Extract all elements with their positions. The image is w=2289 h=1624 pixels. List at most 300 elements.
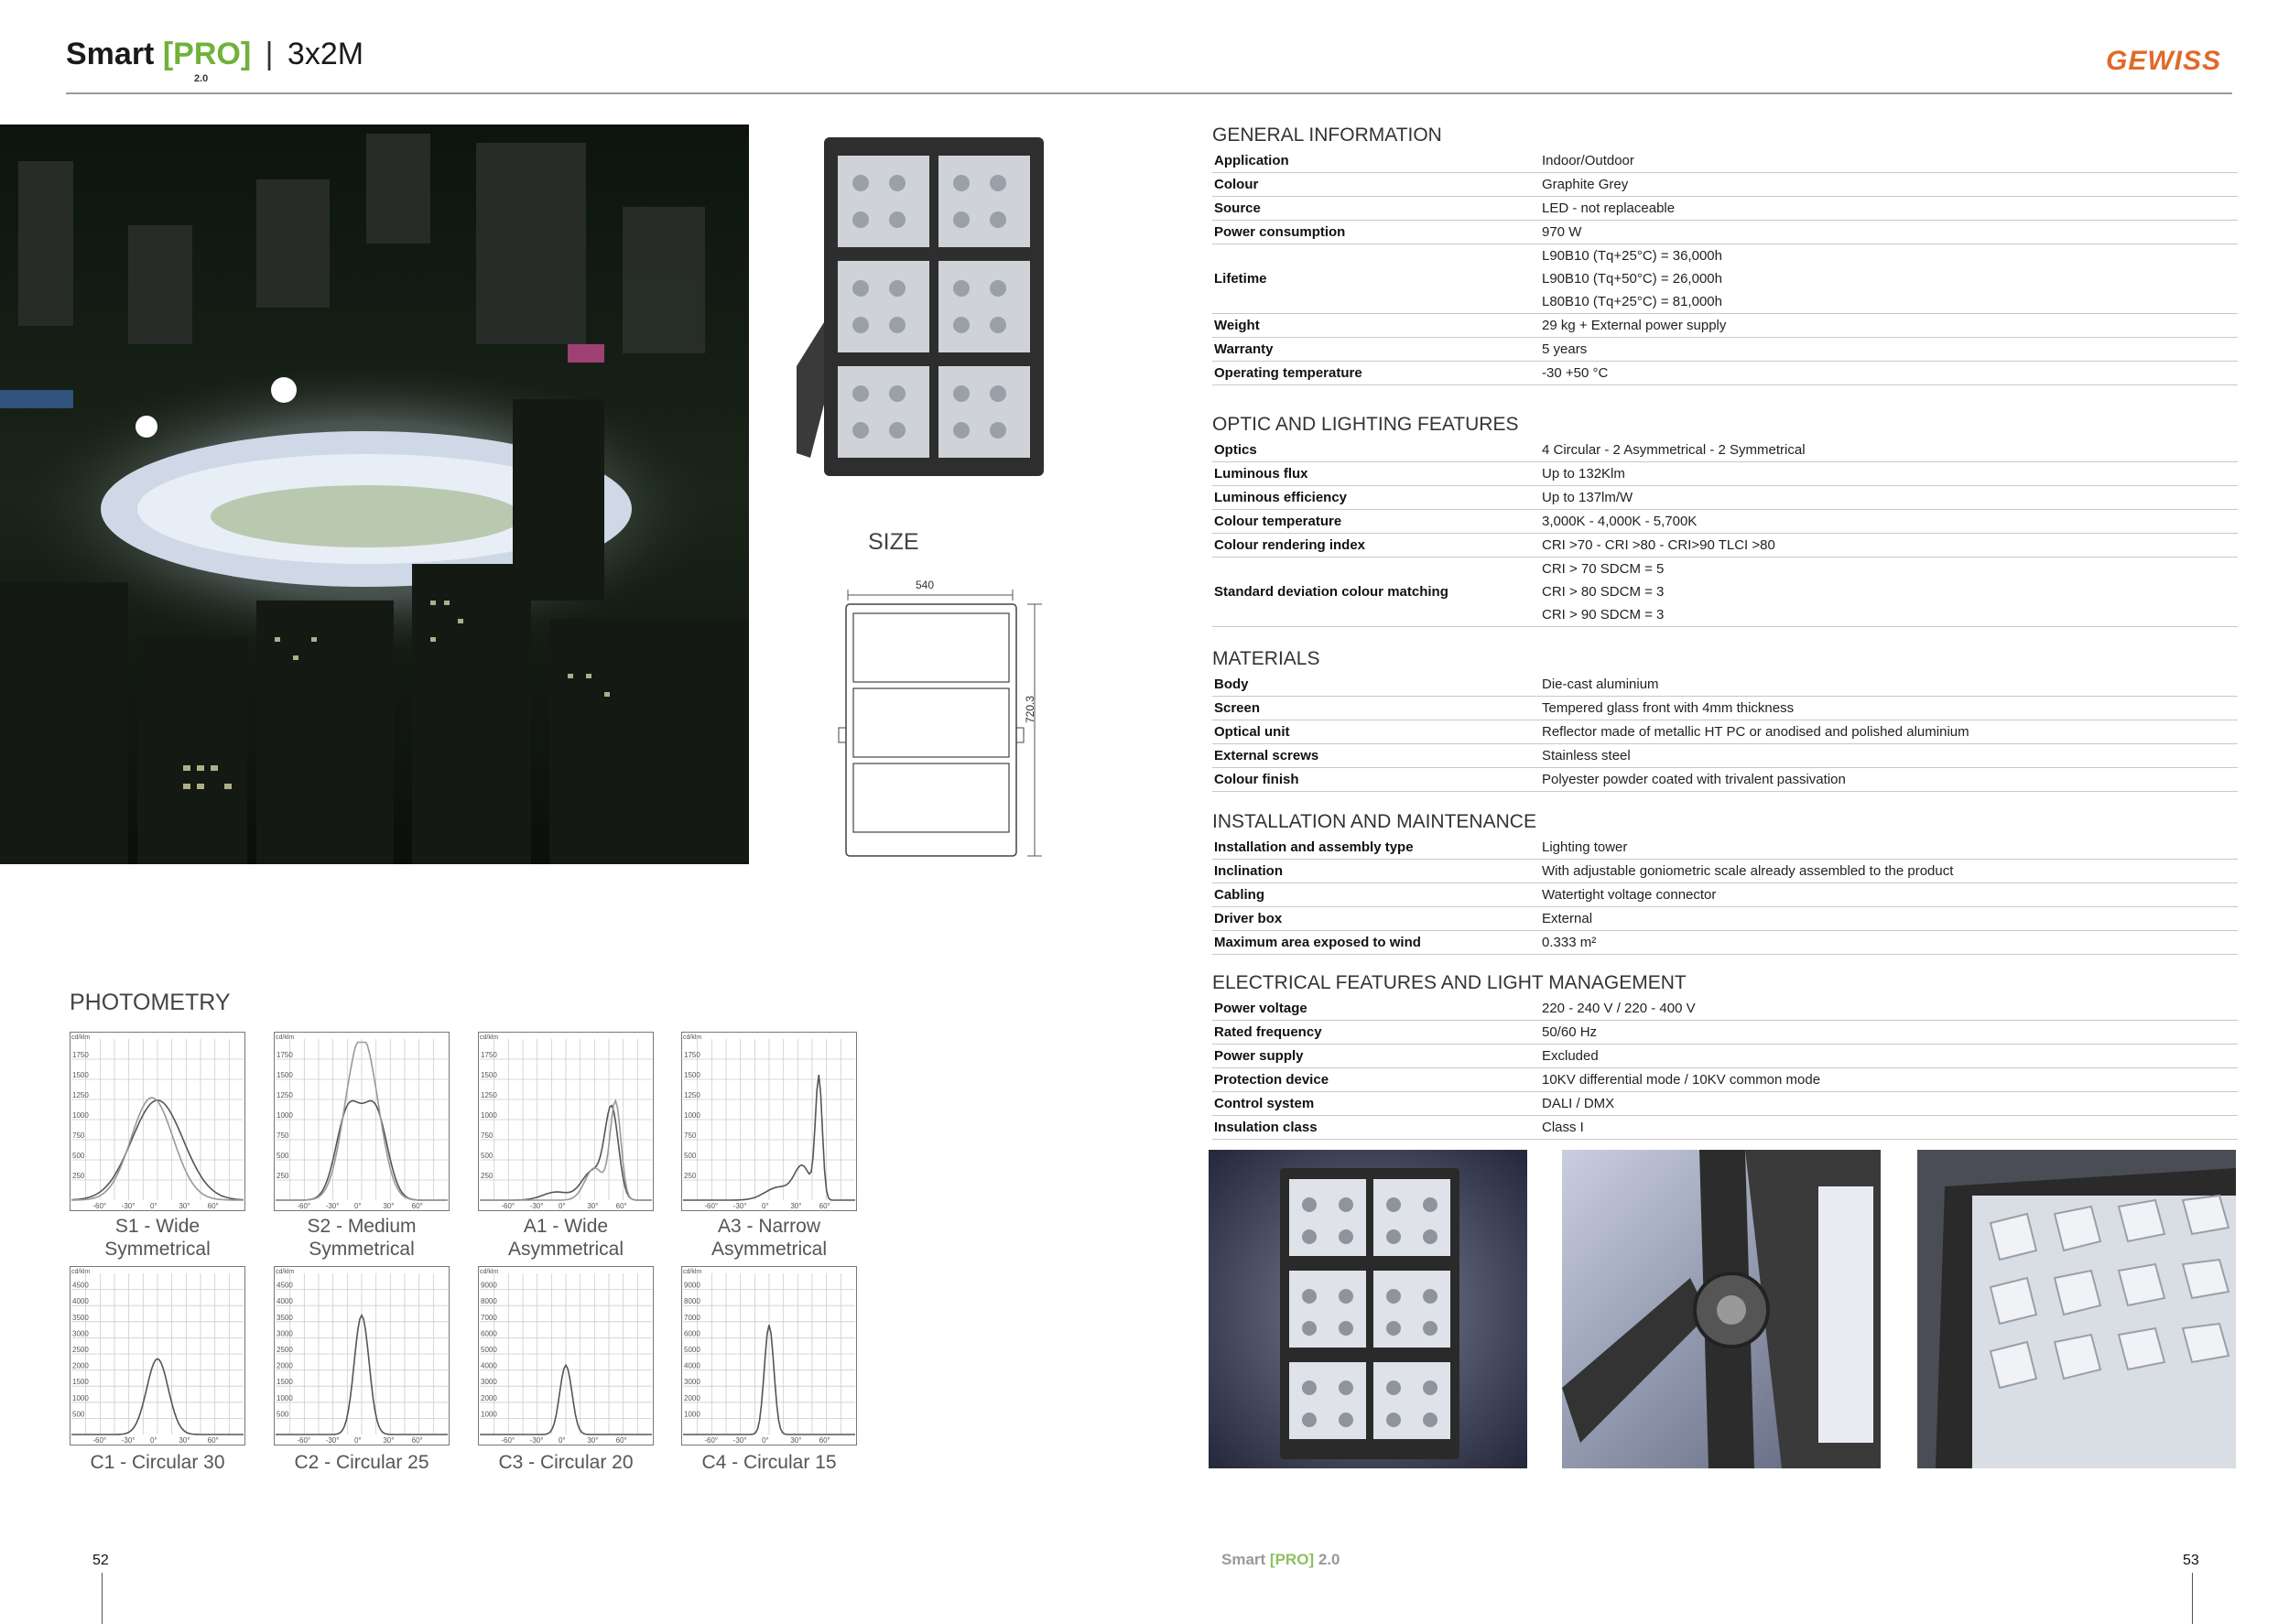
spec-section-title: OPTIC AND LIGHTING FEATURES [1212, 414, 1519, 435]
x-tick-label: 0° [762, 1436, 769, 1445]
product-title [66, 37, 364, 84]
spec-value-line: 3,000K - 4,000K - 5,700K [1542, 514, 1698, 529]
x-tick-label: -30° [121, 1436, 136, 1445]
spec-section [1212, 811, 2238, 955]
spec-value-line: 220 - 240 V / 220 - 400 V [1542, 1001, 1696, 1016]
y-tick-label: 1750 [277, 1051, 293, 1059]
spec-row [1212, 720, 2238, 744]
chart-caption-line: A3 - Narrow [717, 1216, 821, 1237]
spec-value [1542, 1068, 2238, 1091]
y-tick-label: 1000 [277, 1111, 293, 1120]
spec-value-line: Up to 132Klm [1542, 466, 1625, 482]
footer-bracket-open: [ [1269, 1551, 1275, 1568]
x-tick-label: 60° [615, 1436, 627, 1445]
spec-row [1212, 697, 2238, 720]
chart-svg [274, 1032, 450, 1211]
y-tick-label: 1500 [72, 1071, 89, 1079]
y-tick-label: 1500 [277, 1378, 293, 1387]
chart-caption-line: Asymmetrical [711, 1239, 827, 1260]
pro-label: PRO [173, 37, 241, 71]
spec-value [1542, 697, 2238, 720]
chart-caption-line: S1 - Wide [114, 1216, 201, 1237]
y-tick-label: 1000 [72, 1393, 89, 1402]
spec-key: Screen [1214, 700, 1261, 716]
spec-value-line: Graphite Grey [1542, 177, 1629, 192]
y-tick-label: 250 [684, 1172, 697, 1180]
spec-key: Power voltage [1214, 1001, 1307, 1016]
y-tick-label: 4000 [684, 1361, 700, 1370]
footer-line-left [102, 1573, 103, 1624]
y-tick-label: 1750 [72, 1051, 89, 1059]
x-tick-label: 0° [150, 1436, 157, 1445]
spec-key: Colour temperature [1214, 514, 1342, 529]
chart-svg [274, 1266, 450, 1445]
x-tick-label: -60° [501, 1436, 515, 1445]
spec-value [1542, 1021, 2238, 1044]
y-tick-label: 1500 [684, 1071, 700, 1079]
gewiss-logo: GEWISS [2106, 46, 2222, 76]
unit-label: cd/klm [683, 1034, 702, 1041]
spec-value-line: LED - not replaceable [1542, 200, 1676, 216]
page-number-right: 53 [2183, 1553, 2199, 1568]
y-tick-label: 6000 [684, 1329, 700, 1338]
chart-caption-line: Symmetrical [104, 1239, 211, 1260]
y-tick-label: 500 [481, 1152, 494, 1160]
spec-row [1212, 1116, 2238, 1140]
footer-pro: PRO [1275, 1551, 1309, 1568]
chart-caption [664, 1451, 874, 1474]
x-tick-label: -30° [529, 1202, 544, 1210]
photometric-chart [274, 1266, 450, 1445]
spec-value [1542, 883, 2238, 906]
optics-detail-photo [1917, 1150, 2236, 1468]
y-tick-label: 750 [684, 1131, 697, 1140]
spec-key: Control system [1214, 1096, 1315, 1111]
unit-label: cd/klm [71, 1034, 91, 1041]
spec-value-line: Up to 137lm/W [1542, 490, 1633, 505]
y-tick-label: 9000 [684, 1281, 700, 1290]
spec-key: Body [1214, 677, 1249, 692]
spec-value [1542, 744, 2238, 767]
x-tick-label: -60° [704, 1202, 719, 1210]
spec-value-line: 5 years [1542, 341, 1588, 357]
spec-key: Insulation class [1214, 1120, 1318, 1135]
y-tick-label: 3000 [481, 1378, 497, 1387]
chart-caption [52, 1451, 263, 1474]
y-tick-label: 1250 [481, 1091, 497, 1099]
x-tick-label: 60° [615, 1202, 627, 1210]
spec-value [1542, 534, 2238, 557]
spec-value [1542, 438, 2238, 461]
y-tick-label: 8000 [684, 1297, 700, 1306]
chart-caption [256, 1451, 467, 1474]
brand-name: Smart [66, 37, 155, 71]
y-tick-label: 6000 [481, 1329, 497, 1338]
chart-svg [681, 1032, 857, 1211]
spec-key: Colour [1214, 177, 1259, 192]
spec-value-line: Lighting tower [1542, 839, 1628, 855]
spec-section-title: INSTALLATION AND MAINTENANCE [1212, 811, 1536, 832]
spec-key: Colour finish [1214, 772, 1299, 787]
spec-value-line: L80B10 (Tq+25°C) = 81,000h [1542, 294, 1722, 309]
unit-label: cd/klm [480, 1034, 499, 1041]
y-tick-label: 4500 [277, 1281, 293, 1290]
y-tick-label: 3500 [72, 1313, 89, 1322]
y-tick-label: 2000 [481, 1393, 497, 1402]
x-tick-label: 0° [354, 1202, 362, 1210]
spec-value-line: CRI >70 - CRI >80 - CRI>90 TLCI >80 [1542, 537, 1775, 553]
spec-key: Weight [1214, 318, 1260, 333]
chart-svg [70, 1266, 245, 1445]
spec-value-line: 29 kg + External power supply [1542, 318, 1727, 333]
x-tick-label: 30° [790, 1436, 802, 1445]
chart-svg [681, 1266, 857, 1445]
y-tick-label: 500 [684, 1152, 697, 1160]
spec-value [1542, 149, 2238, 172]
spec-value-line: CRI > 80 SDCM = 3 [1542, 584, 1665, 600]
spec-value-line: DALI / DMX [1542, 1096, 1615, 1111]
x-tick-label: 0° [150, 1202, 157, 1210]
x-tick-label: -30° [325, 1202, 340, 1210]
chart-caption-line: S2 - Medium [307, 1216, 417, 1237]
bracket-close: ] [240, 37, 252, 71]
spec-value-line: Stainless steel [1542, 748, 1631, 763]
spec-value [1542, 720, 2238, 743]
spec-key: Cabling [1214, 887, 1264, 903]
x-tick-label: 60° [819, 1436, 830, 1445]
y-tick-label: 5000 [481, 1346, 497, 1354]
spec-key: Rated frequency [1214, 1024, 1322, 1040]
y-tick-label: 1000 [684, 1410, 700, 1419]
spec-key: Optical unit [1214, 724, 1290, 740]
spec-value-line: CRI > 70 SDCM = 5 [1542, 561, 1665, 577]
spec-value-line: 970 W [1542, 224, 1582, 240]
spec-value [1542, 197, 2238, 220]
spec-value [1542, 907, 2238, 930]
spec-row [1212, 836, 2238, 860]
x-tick-label: -30° [732, 1202, 747, 1210]
chart-caption-line: Symmetrical [309, 1239, 415, 1260]
spec-row [1212, 997, 2238, 1021]
y-tick-label: 500 [277, 1410, 289, 1419]
spec-section [1212, 414, 2238, 627]
x-tick-label: 60° [411, 1436, 423, 1445]
y-tick-label: 9000 [481, 1281, 497, 1290]
y-tick-label: 1750 [684, 1051, 700, 1059]
spec-key: Luminous flux [1214, 466, 1308, 482]
spec-value-line: Reflector made of metallic HT PC or anodised and polished aluminium [1542, 724, 1969, 740]
spec-section-title: GENERAL INFORMATION [1212, 125, 1442, 146]
unit-label: cd/klm [276, 1269, 295, 1275]
y-tick-label: 4000 [277, 1297, 293, 1306]
y-tick-label: 7000 [481, 1313, 497, 1322]
x-tick-label: 0° [762, 1202, 769, 1210]
spec-section [1212, 972, 2238, 1140]
chart-caption-line: C4 - Circular 15 [701, 1452, 837, 1473]
y-tick-label: 750 [72, 1131, 85, 1140]
spec-value-line: 4 Circular - 2 Asymmetrical - 2 Symmetrical [1542, 442, 1806, 458]
spec-value [1542, 362, 2238, 384]
x-tick-label: 60° [411, 1202, 423, 1210]
spec-value [1542, 836, 2238, 859]
y-tick-label: 1000 [72, 1111, 89, 1120]
x-tick-label: 30° [179, 1202, 190, 1210]
x-tick-label: -60° [92, 1202, 107, 1210]
y-tick-label: 2000 [684, 1393, 700, 1402]
y-tick-label: 2500 [277, 1346, 293, 1354]
spec-value [1542, 221, 2238, 244]
footer-version: 2.0 [1318, 1551, 1340, 1568]
y-tick-label: 3000 [277, 1329, 293, 1338]
y-tick-label: 2000 [277, 1361, 293, 1370]
x-tick-label: 30° [587, 1202, 599, 1210]
spec-value [1542, 997, 2238, 1020]
spec-value [1542, 1092, 2238, 1115]
y-tick-label: 2000 [72, 1361, 89, 1370]
spec-section-title: ELECTRICAL FEATURES AND LIGHT MANAGEMENT [1212, 972, 1687, 993]
bracket-open: [ [162, 37, 174, 71]
y-tick-label: 4500 [72, 1281, 89, 1290]
x-tick-label: -60° [501, 1202, 515, 1210]
y-tick-label: 500 [277, 1152, 289, 1160]
x-tick-label: 30° [383, 1436, 395, 1445]
unit-label: cd/klm [71, 1269, 91, 1275]
spec-value-line: Class I [1542, 1120, 1584, 1135]
footer-brand [1221, 1551, 1340, 1569]
spec-row [1212, 221, 2238, 244]
chart-svg [478, 1266, 654, 1445]
y-tick-label: 3000 [684, 1378, 700, 1387]
y-tick-label: 250 [481, 1172, 494, 1180]
chart-caption-line: Asymmetrical [507, 1239, 624, 1260]
y-tick-label: 3000 [72, 1329, 89, 1338]
y-tick-label: 3500 [277, 1313, 293, 1322]
height-dimension: 720.3 [1024, 695, 1036, 723]
spec-value-line: 10KV differential mode / 10KV common mode [1542, 1072, 1821, 1088]
spec-row [1212, 1021, 2238, 1045]
spec-row [1212, 744, 2238, 768]
spec-value-line: L90B10 (Tq+25°C) = 36,000h [1542, 248, 1722, 264]
spec-value-line: 0.333 m² [1542, 935, 1597, 950]
chart-caption [664, 1215, 874, 1261]
spec-value-line: External [1542, 911, 1593, 926]
spec-value [1542, 244, 2238, 313]
spec-value [1542, 931, 2238, 954]
y-tick-label: 1250 [277, 1091, 293, 1099]
x-tick-label: 30° [179, 1436, 190, 1445]
page-number-left: 52 [92, 1553, 109, 1568]
photometric-chart [681, 1266, 857, 1445]
y-tick-label: 1500 [72, 1378, 89, 1387]
spec-value [1542, 486, 2238, 509]
spec-row [1212, 883, 2238, 907]
photometric-chart [681, 1032, 857, 1211]
unit-label: cd/klm [683, 1269, 702, 1275]
chart-caption-line: C2 - Circular 25 [294, 1452, 429, 1473]
footer-bracket-close: ] [1308, 1551, 1315, 1568]
spec-value [1542, 673, 2238, 696]
spec-value [1542, 510, 2238, 533]
spec-key: External screws [1214, 748, 1319, 763]
spec-section-title: MATERIALS [1212, 648, 1320, 669]
spec-row [1212, 1045, 2238, 1068]
y-tick-label: 750 [481, 1131, 494, 1140]
y-tick-label: 1000 [684, 1111, 700, 1120]
spec-row [1212, 314, 2238, 338]
chart-caption-line: A1 - Wide [523, 1216, 609, 1237]
spec-value-line: Polyester powder coated with trivalent passivation [1542, 772, 1846, 787]
x-tick-label: 30° [383, 1202, 395, 1210]
footer-brand-name: Smart [1221, 1551, 1266, 1568]
x-tick-label: -30° [325, 1436, 340, 1445]
spec-row [1212, 362, 2238, 385]
spec-key: Maximum area exposed to wind [1214, 935, 1421, 950]
x-tick-label: 60° [207, 1436, 219, 1445]
spec-row [1212, 510, 2238, 534]
spec-value-line: Tempered glass front with 4mm thickness [1542, 700, 1795, 716]
spec-value [1542, 1116, 2238, 1139]
y-tick-label: 500 [72, 1152, 85, 1160]
x-tick-label: 60° [207, 1202, 219, 1210]
spec-value [1542, 338, 2238, 361]
spec-key: Driver box [1214, 911, 1283, 926]
product-front-photo [1209, 1150, 1527, 1468]
spec-value [1542, 860, 2238, 882]
y-tick-label: 1000 [481, 1111, 497, 1120]
size-title: SIZE [868, 529, 919, 555]
y-tick-label: 1250 [72, 1091, 89, 1099]
y-tick-label: 750 [277, 1131, 289, 1140]
y-tick-label: 2500 [72, 1346, 89, 1354]
y-tick-label: 1000 [481, 1410, 497, 1419]
stadium-night-photo [0, 125, 749, 864]
floodlight-product-photo [787, 137, 1053, 503]
chart-caption [461, 1215, 671, 1261]
spec-value [1542, 462, 2238, 485]
dimension-drawing [831, 577, 1051, 870]
spec-key: Power consumption [1214, 224, 1346, 240]
x-tick-label: 0° [354, 1436, 362, 1445]
spec-key: Inclination [1214, 863, 1283, 879]
y-tick-label: 1000 [277, 1393, 293, 1402]
chart-caption [52, 1215, 263, 1261]
y-tick-label: 7000 [684, 1313, 700, 1322]
x-tick-label: -60° [297, 1436, 311, 1445]
spec-key: Luminous efficiency [1214, 490, 1348, 505]
y-tick-label: 8000 [481, 1297, 497, 1306]
spec-row [1212, 860, 2238, 883]
spec-row [1212, 673, 2238, 697]
x-tick-label: -60° [92, 1436, 107, 1445]
spec-value [1542, 558, 2238, 626]
spec-value-line: With adjustable goniometric scale already assembled to the product [1542, 863, 1954, 879]
x-tick-label: 60° [819, 1202, 830, 1210]
y-tick-label: 1750 [481, 1051, 497, 1059]
spec-key: Power supply [1214, 1048, 1304, 1064]
spec-value-line: CRI > 90 SDCM = 3 [1542, 607, 1665, 623]
y-tick-label: 4000 [72, 1297, 89, 1306]
chart-svg [478, 1032, 654, 1211]
x-tick-label: 0° [559, 1202, 566, 1210]
spec-key: Warranty [1214, 341, 1274, 357]
y-tick-label: 5000 [684, 1346, 700, 1354]
spec-key: Application [1214, 153, 1289, 168]
spec-value-line: Watertight voltage connector [1542, 887, 1717, 903]
photometric-chart [70, 1266, 245, 1445]
spec-key: Optics [1214, 442, 1257, 458]
spec-row [1212, 907, 2238, 931]
y-tick-label: 1500 [481, 1071, 497, 1079]
spec-key: Colour rendering index [1214, 537, 1366, 553]
chart-svg [70, 1032, 245, 1211]
photometry-title: PHOTOMETRY [70, 990, 231, 1015]
version-subscript: 2.0 [194, 73, 209, 84]
x-tick-label: -30° [121, 1202, 136, 1210]
spec-row [1212, 244, 2238, 314]
x-tick-label: 30° [790, 1202, 802, 1210]
photometric-chart [70, 1032, 245, 1211]
spec-row [1212, 197, 2238, 221]
spec-row [1212, 1092, 2238, 1116]
unit-label: cd/klm [276, 1034, 295, 1041]
footer-line-right [2192, 1573, 2193, 1624]
spec-value [1542, 314, 2238, 337]
x-tick-label: -60° [704, 1436, 719, 1445]
photometric-chart [478, 1032, 654, 1211]
y-tick-label: 1250 [684, 1091, 700, 1099]
photometric-chart [274, 1032, 450, 1211]
spec-section [1212, 125, 2238, 385]
spec-value-line: L90B10 (Tq+50°C) = 26,000h [1542, 271, 1722, 287]
y-tick-label: 250 [277, 1172, 289, 1180]
x-tick-label: 30° [587, 1436, 599, 1445]
spec-key: Lifetime [1214, 271, 1267, 287]
spec-key: Standard deviation colour matching [1214, 584, 1448, 600]
chart-caption-line: C3 - Circular 20 [498, 1452, 634, 1473]
spec-row [1212, 1068, 2238, 1092]
spec-key: Source [1214, 200, 1261, 216]
y-tick-label: 1500 [277, 1071, 293, 1079]
spec-value-line: Indoor/Outdoor [1542, 153, 1634, 168]
bracket-detail-photo [1562, 1150, 1881, 1468]
photometric-chart [478, 1266, 654, 1445]
header-rule [66, 92, 2232, 94]
x-tick-label: -60° [297, 1202, 311, 1210]
spec-row [1212, 438, 2238, 462]
title-separator: | [265, 37, 274, 71]
spec-row [1212, 558, 2238, 627]
spec-row [1212, 486, 2238, 510]
spec-row [1212, 149, 2238, 173]
spec-value [1542, 1045, 2238, 1067]
chart-caption-line: C1 - Circular 30 [90, 1452, 225, 1473]
y-tick-label: 250 [72, 1172, 85, 1180]
spec-row [1212, 338, 2238, 362]
x-tick-label: -30° [732, 1436, 747, 1445]
y-tick-label: 500 [72, 1410, 85, 1419]
spec-key: Installation and assembly type [1214, 839, 1414, 855]
spec-value-line: Excluded [1542, 1048, 1599, 1064]
y-tick-label: 4000 [481, 1361, 497, 1370]
chart-caption [256, 1215, 467, 1261]
spec-row [1212, 534, 2238, 558]
x-tick-label: -30° [529, 1436, 544, 1445]
spec-key: Operating temperature [1214, 365, 1362, 381]
spec-row [1212, 931, 2238, 955]
spec-section [1212, 648, 2238, 792]
spec-row [1212, 768, 2238, 792]
spec-key: Protection device [1214, 1072, 1329, 1088]
